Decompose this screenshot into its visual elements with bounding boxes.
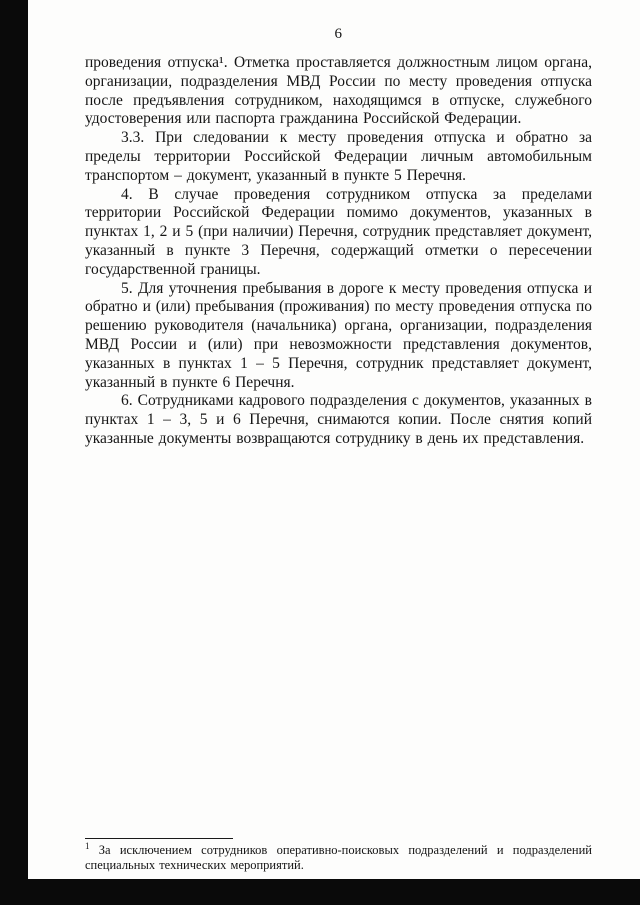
- paragraph-item-3-3: 3.3. При следовании к месту проведения отпуска и обратно за пределы территории Российской Федерации личным автомобильным транспортом – документ, указанный в пункте 5 Перечня.: [85, 129, 592, 184]
- paragraph-item-4: 4. В случае проведения сотрудником отпуска за пределами территории Российской Федерации помимо документов, указанных в пунктах 1, 2 и 5 (при наличии) Перечня, сотрудник представляет документ, указанный в пункте 3 Перечня, содержащий отметки о пересечении государственной границы.: [85, 185, 592, 278]
- footnote-separator: [85, 838, 233, 839]
- paragraph-item-5: 5. Для уточнения пребывания в дороге к месту проведения отпуска и обратно и (или) пребывания (проживания) по месту проведения отпуска по решению руководителя (начальника) органа, организации, подразделения МВД России и (или) при невозможности представления документов, указанных в пунктах 1 – 5 Перечня, сотрудник представляет документ, указанный в пункте 6 Перечня.: [85, 279, 592, 391]
- paragraph-item-6: 6. Сотрудниками кадрового подразделения с документов, указанных в пунктах 1 – 3, 5 и 6 Перечня, снимаются копии. После снятия копий указанные документы возвращаются сотруднику в день их представления.: [85, 392, 592, 447]
- footnote-text: За исключением сотрудников оперативно-поисковых подразделений и подразделений специальных технических мероприятий.: [85, 843, 592, 872]
- footnote: [85, 840, 592, 873]
- page-number: 6: [334, 26, 343, 42]
- footnote-area: [85, 838, 592, 873]
- footnote-marker: 1: [85, 840, 90, 851]
- scan-artifact-left-bar: [0, 0, 28, 905]
- document-body: [85, 54, 592, 449]
- document-page: [28, 0, 640, 879]
- paragraph-continuation: проведения отпуска¹. Отметка проставляется должностным лицом органа, организации, подразделения МВД России по месту проведения отпуска после предъявления сотрудником, находящимся в отпуске, служебного удостоверения или паспорта гражданина Российской Федерации.: [85, 54, 592, 128]
- scan-artifact-bottom-bar: [0, 879, 640, 905]
